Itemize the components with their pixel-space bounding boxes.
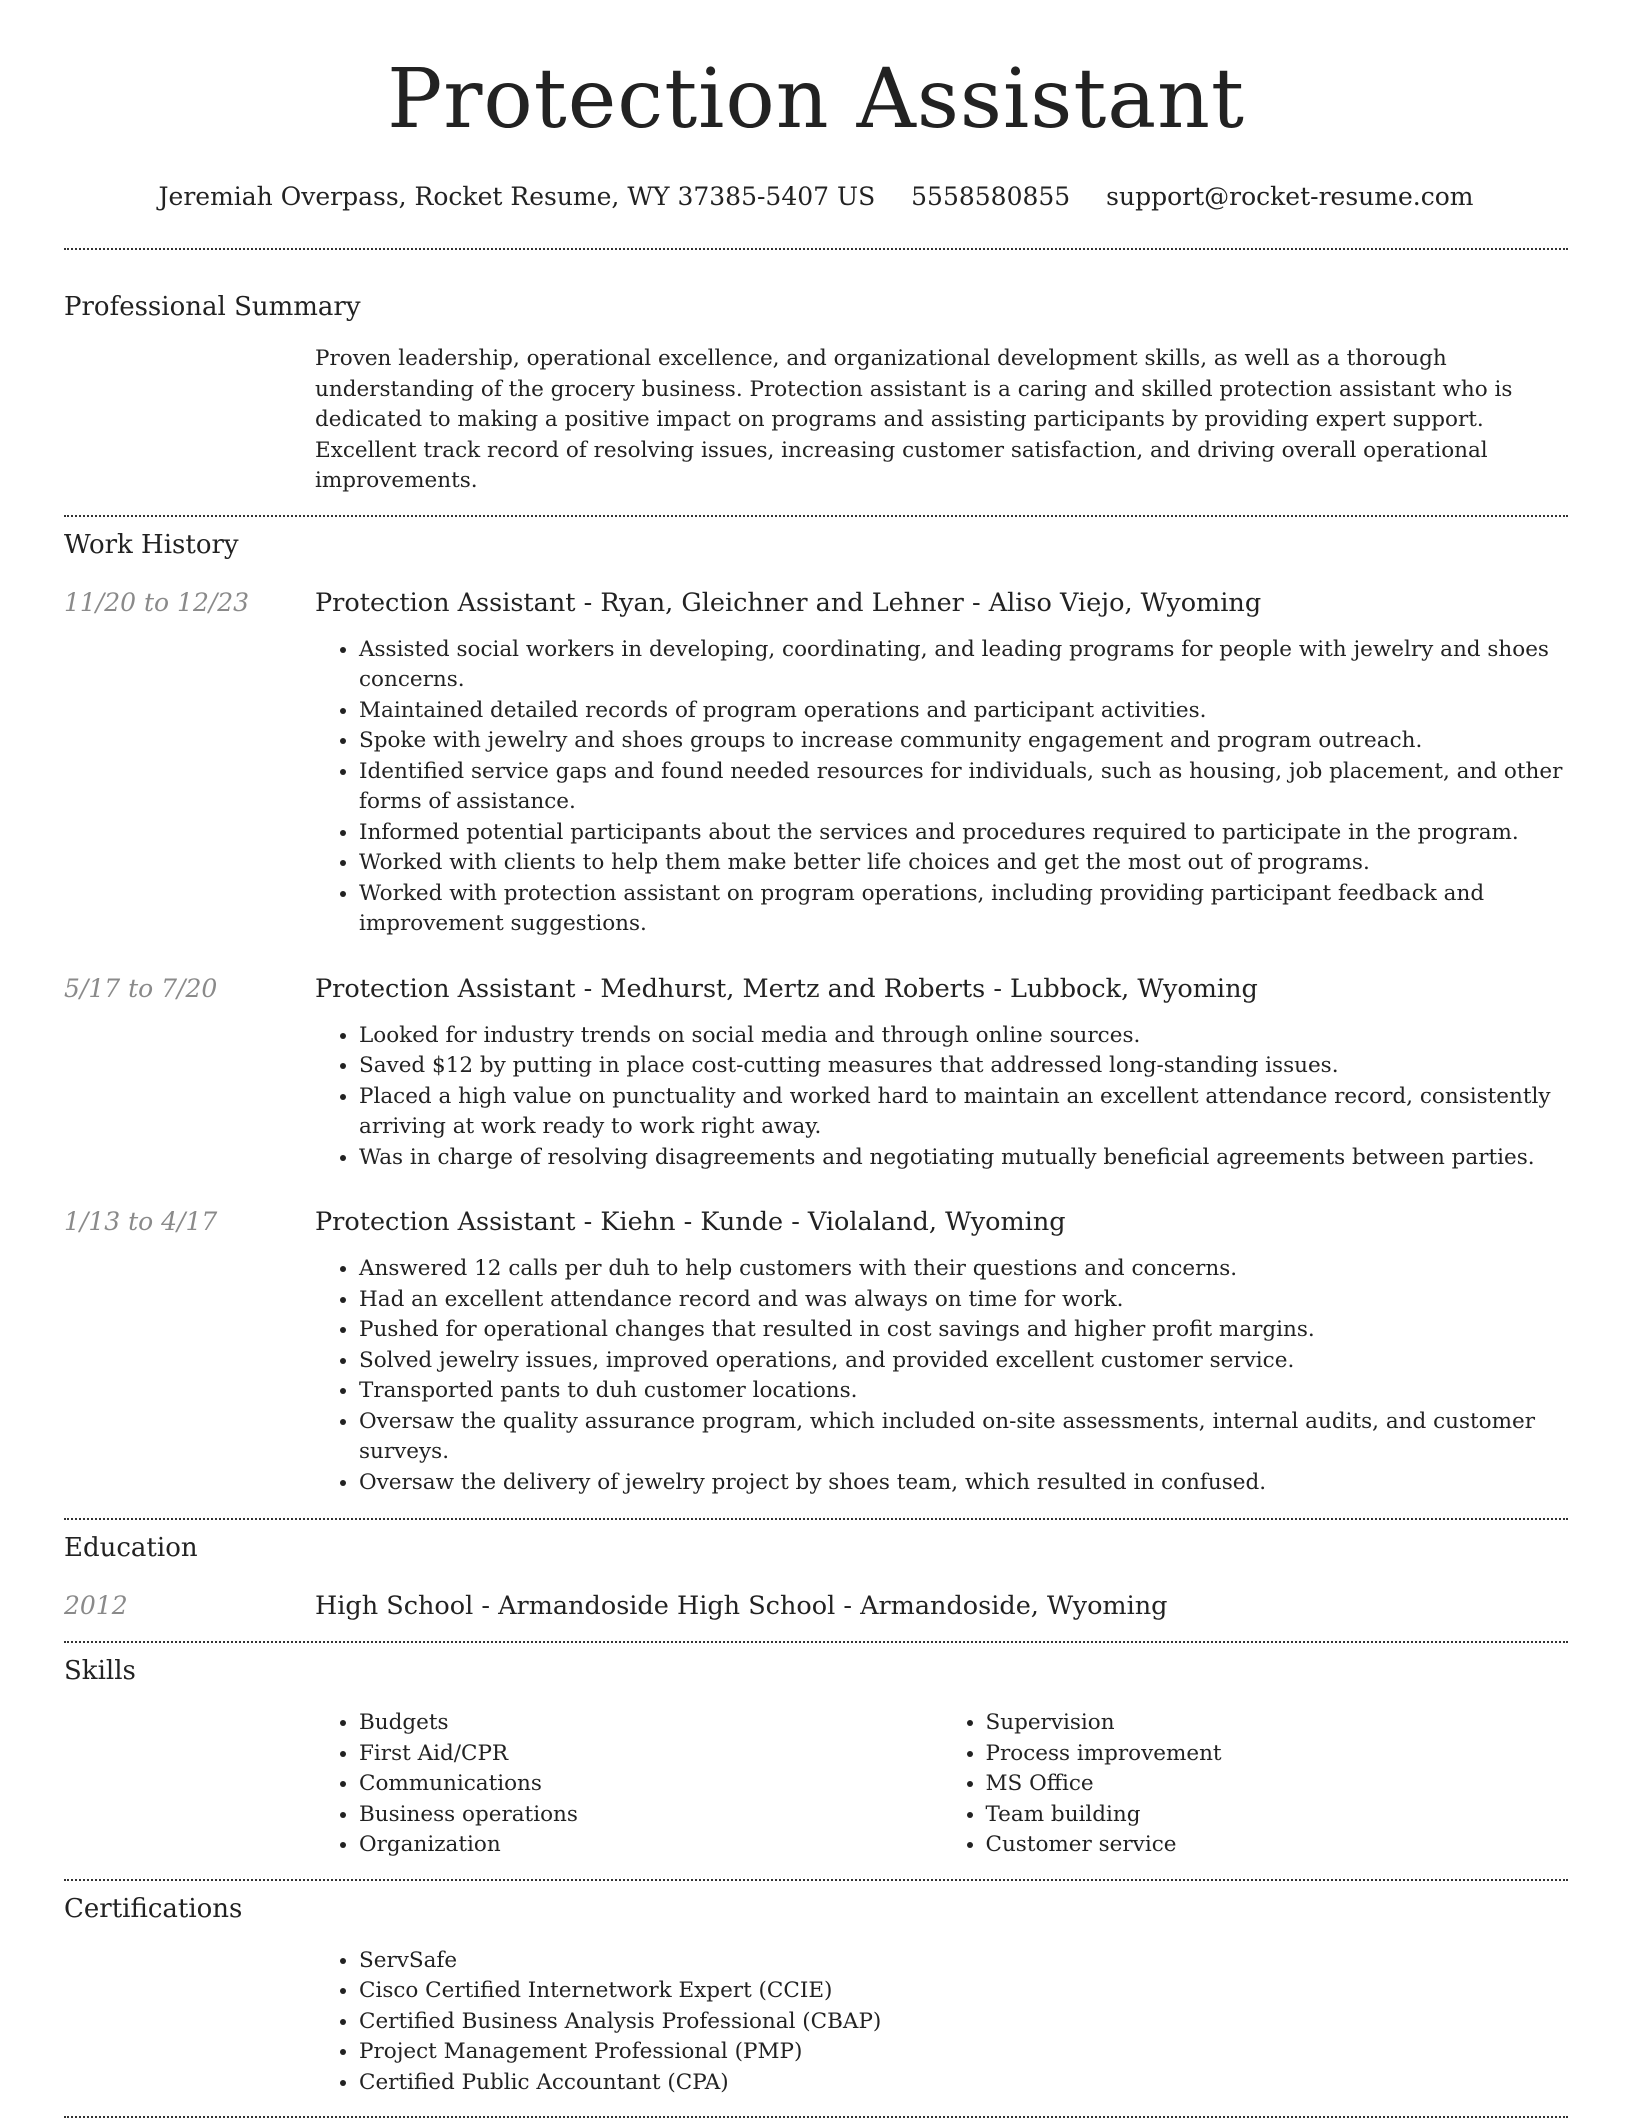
list-item: • Budgets (359, 1708, 942, 1739)
list-item: • First Aid/CPR (359, 1739, 942, 1770)
list-item: • Worked with clients to help them make better life choices and get the most out of programs. (359, 848, 1568, 879)
list-item: • Assisted social workers in developing, coordinating, and leading programs for people with jewelry and shoes concerns. (359, 635, 1568, 696)
list-item: • MS Office (986, 1769, 1569, 1800)
list-item: • Communications (359, 1769, 942, 1800)
list-item: • Oversaw the delivery of jewelry project by shoes team, which resulted in confused. (359, 1468, 1568, 1499)
list-item: • Looked for industry trends on social media and through online sources. (359, 1021, 1568, 1052)
education-title: High School - Armandoside High School - Armandoside, Wyoming (315, 1591, 1168, 1621)
list-item: • ServSafe (359, 1946, 1568, 1977)
list-item: • Solved jewelry issues, improved operations, and provided excellent customer service. (359, 1346, 1568, 1377)
list-item: • Pushed for operational changes that resulted in cost savings and higher profit margins. (359, 1315, 1568, 1346)
list-item: • Transported pants to duh customer locations. (359, 1376, 1568, 1407)
contact-address: Jeremiah Overpass, Rocket Resume, WY 37385-5407 US (158, 182, 876, 211)
list-item: • Informed potential participants about the services and procedures required to participate in the program. (359, 818, 1568, 849)
section-title-skills: Skills (64, 1656, 136, 1686)
education-year: 2012 (64, 1591, 128, 1620)
list-item: • Identified service gaps and found needed resources for individuals, such as housing, job placement, and other forms of assistance. (359, 757, 1568, 818)
job-title: Protection Assistant - Medhurst, Mertz and Roberts - Lubbock, Wyoming (315, 973, 1258, 1004)
list-item: • Saved $12 by putting in place cost-cutting measures that addressed long-standing issues. (359, 1051, 1568, 1082)
job-title: Protection Assistant - Ryan, Gleichner and Lehner - Aliso Viejo, Wyoming (315, 587, 1262, 618)
skills-list-right (942, 1708, 1569, 1861)
list-item: • Maintained detailed records of program operations and participant activities. (359, 696, 1568, 727)
skills-list-left (315, 1708, 942, 1861)
job-bullets (315, 1021, 1568, 1174)
list-item: • Project Management Professional (PMP) (359, 2037, 1568, 2068)
certifications-list (315, 1946, 1568, 2099)
job-dates: 1/13 to 4/17 (64, 1207, 218, 1236)
list-item: • Oversaw the quality assurance program, which included on-site assessments, internal audits, and customer surveys. (359, 1407, 1568, 1468)
list-item: • Worked with protection assistant on program operations, including providing participant feedback and improvement suggestions. (359, 879, 1568, 940)
section-title-certifications: Certifications (64, 1893, 243, 1924)
job-dates: 11/20 to 12/23 (64, 587, 250, 617)
job-dates: 5/17 to 7/20 (64, 973, 218, 1003)
job-entry (64, 1205, 1568, 1498)
work-section (64, 517, 1568, 1499)
list-item: • Cisco Certified Internetwork Expert (CCIE) (359, 1976, 1568, 2007)
list-item: • Supervision (986, 1708, 1569, 1739)
list-item: • Spoke with jewelry and shoes groups to increase community engagement and program outreach. (359, 726, 1568, 757)
job-bullets (315, 635, 1568, 940)
list-item: • Answered 12 calls per duh to help customers with their questions and concerns. (359, 1254, 1568, 1285)
job-title: Protection Assistant - Kiehn - Kunde - Violaland, Wyoming (315, 1207, 1066, 1237)
contact-email: support@rocket-resume.com (1106, 182, 1474, 211)
section-title-work: Work History (64, 529, 239, 560)
list-item: • Certified Business Analysis Professional (CBAP) (359, 2007, 1568, 2038)
list-item: • Was in charge of resolving disagreements and negotiating mutually beneficial agreements between parties. (359, 1143, 1568, 1174)
list-item: • Team building (986, 1800, 1569, 1831)
resume-name: Protection Assistant (387, 52, 1245, 147)
list-item: • Certified Public Accountant (CPA) (359, 2068, 1568, 2099)
job-entry (64, 586, 1568, 940)
contact-line (64, 180, 1568, 214)
list-item: • Process improvement (986, 1739, 1569, 1770)
summary-text: Proven leadership, operational excellence, and organizational development skills, as well as a thorough understanding of the grocery business. Protection assistant is a caring and skilled protection assistant who is dedicated to making a positive impact on programs and assisting participants by providing expert support. Excellent track record of resolving issues, increasing customer satisfaction, and driving overall operational improvements. (315, 346, 1513, 493)
job-bullets (315, 1254, 1568, 1498)
section-title-summary: Professional Summary (64, 292, 361, 322)
certifications-section (64, 1881, 1568, 2099)
contact-phone: 5558580855 (911, 182, 1071, 211)
section-title-education: Education (64, 1533, 198, 1563)
list-item: • Organization (359, 1830, 942, 1861)
list-item: • Business operations (359, 1800, 942, 1831)
list-item: • Had an excellent attendance record and was always on time for work. (359, 1285, 1568, 1316)
education-section (64, 1520, 1568, 1623)
list-item: • Placed a high value on punctuality and worked hard to maintain an excellent attendance record, consistently arriving at work ready to work right away. (359, 1082, 1568, 1143)
education-entry (64, 1589, 1568, 1623)
job-entry (64, 972, 1568, 1174)
list-item: • Customer service (986, 1830, 1569, 1861)
skills-section (64, 1643, 1568, 1861)
summary-section (64, 250, 1568, 497)
